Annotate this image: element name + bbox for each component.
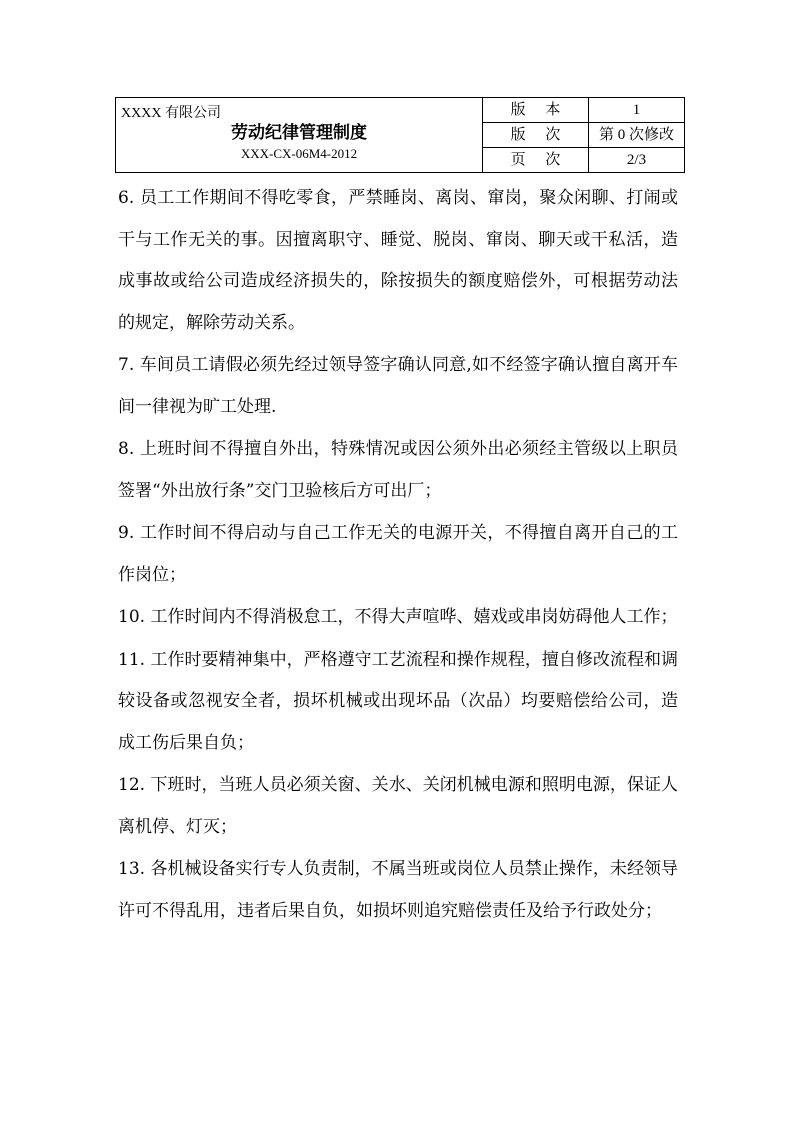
company-name: XXXX 有限公司: [121, 106, 221, 121]
header-label: 版 次: [483, 123, 589, 147]
header-value: 2/3: [626, 152, 647, 168]
document-body: [118, 178, 678, 933]
header-label: 页 次: [483, 148, 589, 172]
header-value: 第 0 次修改: [598, 127, 674, 143]
document-code: XXX-CX-06M4-2012: [240, 146, 358, 161]
header-left-cell: [116, 98, 483, 172]
paragraph-item-8: 8. 上班时间不得擅自外出，特殊情况或因公须外出必须经主管级以上职员签署“外出放行条”交门卫验核后方可出厂；: [118, 439, 678, 501]
header-row-version: [483, 98, 684, 123]
document-header-table: [115, 97, 685, 173]
header-row-revision: [483, 123, 684, 148]
header-right-cells: [483, 98, 684, 172]
paragraph-item-9: 9. 工作时间不得启动与自己工作无关的电源开关，不得擅自离开自己的工作岗位；: [118, 523, 678, 585]
document-title: 劳动纪律管理制度: [231, 123, 367, 142]
paragraph-item-7: 7. 车间员工请假必须先经过领导签字确认同意,如不经签字确认擅自离开车间一律视为旷工处理.: [118, 355, 678, 417]
paragraph-item-13: 13. 各机械设备实行专人负责制，不属当班或岗位人员禁止操作，未经领导许可不得乱用，违者后果自负，如损坏则追究赔偿责任及给予行政处分；: [118, 859, 678, 921]
header-value: 1: [632, 102, 641, 118]
paragraph-item-11: 11. 工作时要精神集中，严格遵守工艺流程和操作规程，擅自修改流程和调较设备或忽视安全者，损坏机械或出现坏品（次品）均要赔偿给公司，造成工伤后果自负；: [118, 649, 678, 753]
paragraph-item-12: 12. 下班时，当班人员必须关窗、关水、关闭机械电源和照明电源，保证人离机停、灯灭；: [118, 775, 678, 837]
header-label: 版 本: [483, 98, 589, 122]
header-row-page: [483, 148, 684, 172]
paragraph-item-6: 6. 员工工作期间不得吃零食，严禁睡岗、离岗、窜岗，聚众闲聊、打闹或干与工作无关的事。因擅离职守、睡觉、脱岗、窜岗、聊天或干私活，造成事故或给公司造成经济损失的，除按损失的额度赔偿外，可根据劳动法的规定，解除劳动关系。: [118, 188, 678, 333]
paragraph-item-10: 10. 工作时间内不得消极怠工，不得大声喧哗、嬉戏或串岗妨碍他人工作；: [118, 607, 678, 627]
